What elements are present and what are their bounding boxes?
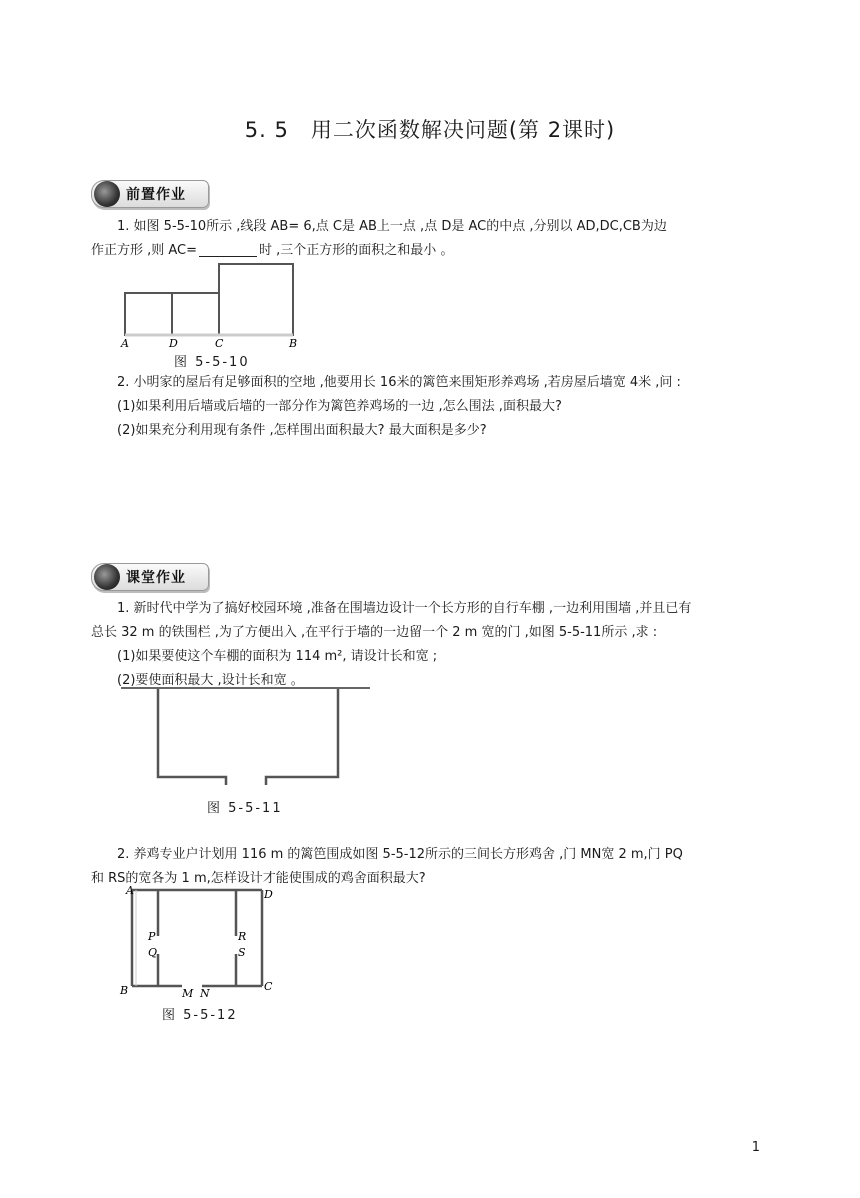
fig2-caption: 图 5-5-11 — [207, 801, 283, 816]
s1-q1-text-b: 时 ,三个正方形的面积之和最小 。 — [259, 243, 454, 258]
square-cb — [219, 264, 293, 335]
s2-q2-line2: 和 RS的宽各为 1 m,怎样设计才能使围成的鸡舍面积最大? — [91, 871, 426, 886]
s1-q2-line3: (2)如果充分利用现有条件 ,怎样围出面积最大? 最大面积是多少? — [117, 423, 487, 438]
fig1-label-c: C — [215, 337, 224, 350]
section-badge-classwork — [91, 563, 209, 591]
figure-5-5-11 — [118, 685, 374, 785]
fig3-label-n: N — [200, 987, 210, 1000]
fence-left — [158, 689, 226, 785]
fig3-label-r: R — [238, 930, 247, 943]
s2-q1-line2: 总长 32 m 的铁围栏 ,为了方便出入 ,在平行于墙的一边留一个 2 m 宽的门 ,如图 5-5-11所示 ,求 : — [91, 625, 658, 640]
fig1-caption: 图 5-5-10 — [174, 355, 250, 370]
fig3-label-m: M — [182, 987, 194, 1000]
s1-q2-line2: (1)如果利用后墙或后墙的一部分作为篱笆养鸡场的一边 ,怎么围法 ,面积最大? — [117, 399, 562, 414]
fence-right — [266, 689, 338, 785]
s2-q1-line4: (2)要使面积最大 ,设计长和宽 。 — [117, 673, 304, 688]
fig3-label-c: C — [264, 980, 273, 993]
section-badge-label: 课堂作业 — [126, 570, 186, 586]
section-play-icon — [94, 564, 120, 590]
square-ad — [125, 293, 172, 335]
s1-q1-text-a: 作正方形 ,则 AC= — [91, 243, 198, 258]
s2-q2-line1: 2. 养鸡专业户计划用 116 m 的篱笆围成如图 5-5-12所示的三间长方形鸡舍 ,门 MN宽 2 m,门 PQ — [117, 847, 683, 862]
figure-5-5-10 — [115, 260, 315, 352]
section-badge-label: 前置作业 — [126, 187, 186, 203]
square-dc — [172, 293, 219, 335]
fig3-label-q: Q — [148, 946, 158, 959]
fig3-label-d: D — [264, 888, 273, 901]
page-number: 1 — [751, 1140, 760, 1155]
fig1-label-a: A — [121, 337, 129, 350]
section-badge-preview — [91, 180, 209, 208]
answer-blank — [199, 242, 257, 257]
section-ball-icon — [94, 181, 120, 207]
s2-q1-line3: (1)如果要使这个车棚的面积为 114 m², 请设计长和宽 ; — [117, 649, 438, 664]
page-title: 5. 5 用二次函数解决问题(第 2课时) — [244, 118, 616, 142]
fig3-label-b: B — [120, 984, 129, 997]
s1-q2-line1: 2. 小明家的屋后有足够面积的空地 ,他要用长 16米的篱笆来围矩形养鸡场 ,若房屋后墙宽 4米 ,问 : — [117, 375, 681, 390]
fig1-label-b: B — [289, 337, 298, 350]
s1-q1-line1: 1. 如图 5-5-10所示 ,线段 AB= 6,点 C是 AB上一点 ,点 D是 AC的中点 ,分别以 AD,DC,CB为边 — [117, 219, 667, 234]
fig3-label-s: S — [238, 946, 246, 959]
s2-q1-line1: 1. 新时代中学为了搞好校园环境 ,准备在围墙边设计一个长方形的自行车棚 ,一边利用围墙 ,并且已有 — [117, 601, 692, 616]
fig3-label-a: A — [126, 884, 134, 897]
fig1-label-d: D — [169, 337, 178, 350]
figure-5-5-12 — [118, 884, 283, 1000]
fig3-caption: 图 5-5-12 — [162, 1008, 238, 1023]
fig3-label-p: P — [148, 930, 156, 943]
